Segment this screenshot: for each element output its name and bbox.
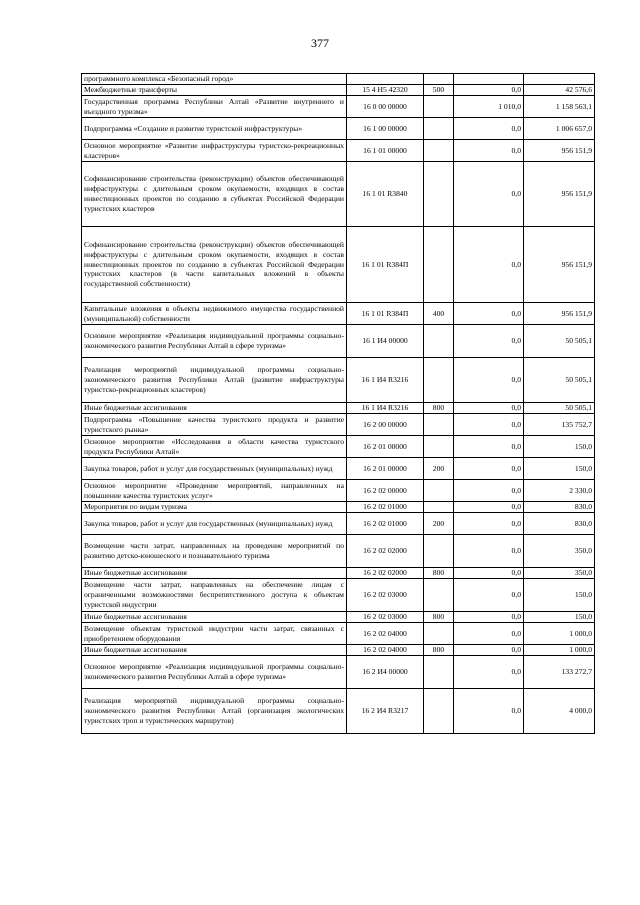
table-row bbox=[82, 140, 595, 162]
budget-table-body bbox=[82, 74, 595, 734]
table-row bbox=[82, 358, 595, 403]
row-name-cell: Софинансирование строительства (реконструкции) объектов обеспечивающей инфраструктуры с длительным сроком окупаемости, входящих в состав инвестиционных проектов по созданию в субъектах Российской Федерации туристских кластеров bbox=[82, 162, 347, 227]
row-name-cell: Закупка товаров, работ и услуг для государственных (муниципальных) нужд bbox=[82, 513, 347, 535]
row-code-cell bbox=[347, 74, 424, 85]
row-amount-1-cell: 0,0 bbox=[454, 656, 524, 689]
table-row bbox=[82, 436, 595, 458]
row-code-cell: 16 2 02 03000 bbox=[347, 612, 424, 623]
row-amount-1-cell: 0,0 bbox=[454, 689, 524, 734]
row-amount-1-cell: 0,0 bbox=[454, 458, 524, 480]
row-code-cell: 16 2 И4 00000 bbox=[347, 656, 424, 689]
row-amount-2-cell: 1 000,0 bbox=[524, 645, 595, 656]
row-expense-type-cell: 200 bbox=[424, 513, 454, 535]
row-expense-type-cell: 800 bbox=[424, 645, 454, 656]
table-row bbox=[82, 480, 595, 502]
row-expense-type-cell bbox=[424, 227, 454, 303]
row-code-cell: 16 2 01 00000 bbox=[347, 458, 424, 480]
row-expense-type-cell: 500 bbox=[424, 85, 454, 96]
row-amount-2-cell: 50 505,1 bbox=[524, 325, 595, 358]
row-expense-type-cell bbox=[424, 535, 454, 568]
table-row bbox=[82, 162, 595, 227]
row-name-cell: Подпрограмма «Создание и развитие туристской инфраструктуры» bbox=[82, 118, 347, 140]
row-code-cell: 16 2 02 04000 bbox=[347, 623, 424, 645]
row-code-cell: 16 2 И4 R3217 bbox=[347, 689, 424, 734]
table-row bbox=[82, 74, 595, 85]
row-name-cell: Государственная программа Республики Алтай «Развитие внутреннего и въездного туризма» bbox=[82, 96, 347, 118]
row-code-cell: 16 1 И4 00000 bbox=[347, 325, 424, 358]
row-code-cell: 16 1 01 R384П bbox=[347, 227, 424, 303]
row-code-cell: 15 4 Н5 42320 bbox=[347, 85, 424, 96]
row-amount-2-cell: 2 330,0 bbox=[524, 480, 595, 502]
row-name-cell: Реализация мероприятий индивидуальной программы социально-экономического развития Республики Алтай (организация экологических туристских троп и туристических маршрутов) bbox=[82, 689, 347, 734]
row-amount-1-cell: 0,0 bbox=[454, 436, 524, 458]
row-name-cell: Основное мероприятие «Реализация индивидуальной программы социально-экономического развития Республики Алтай в сфере туризма» bbox=[82, 656, 347, 689]
row-code-cell: 16 2 02 02000 bbox=[347, 535, 424, 568]
table-row bbox=[82, 403, 595, 414]
row-expense-type-cell bbox=[424, 118, 454, 140]
row-amount-1-cell: 0,0 bbox=[454, 118, 524, 140]
row-expense-type-cell: 400 bbox=[424, 303, 454, 325]
row-code-cell: 16 1 01 R384П bbox=[347, 303, 424, 325]
row-amount-2-cell: 1 000,0 bbox=[524, 623, 595, 645]
table-row bbox=[82, 612, 595, 623]
row-name-cell: Основное мероприятие «Развитие инфраструктуры туристско-рекреационных кластеров» bbox=[82, 140, 347, 162]
table-row bbox=[82, 645, 595, 656]
row-amount-1-cell: 0,0 bbox=[454, 325, 524, 358]
row-expense-type-cell: 800 bbox=[424, 403, 454, 414]
row-amount-2-cell: 350,0 bbox=[524, 535, 595, 568]
row-code-cell: 16 2 02 02000 bbox=[347, 568, 424, 579]
row-name-cell: Возмещение объектам туристской индустрии части затрат, связанных с приобретением оборудования bbox=[82, 623, 347, 645]
row-amount-1-cell: 1 010,0 bbox=[454, 96, 524, 118]
row-code-cell: 16 1 01 00000 bbox=[347, 140, 424, 162]
row-name-cell: Иные бюджетные ассигнования bbox=[82, 568, 347, 579]
table-row bbox=[82, 96, 595, 118]
row-amount-2-cell: 150,0 bbox=[524, 612, 595, 623]
row-amount-1-cell: 0,0 bbox=[454, 303, 524, 325]
row-expense-type-cell: 200 bbox=[424, 458, 454, 480]
row-amount-1-cell: 0,0 bbox=[454, 623, 524, 645]
row-name-cell: Иные бюджетные ассигнования bbox=[82, 645, 347, 656]
row-amount-2-cell: 42 576,6 bbox=[524, 85, 595, 96]
row-amount-2-cell: 150,0 bbox=[524, 579, 595, 612]
page-number: 377 bbox=[311, 36, 329, 50]
budget-table bbox=[81, 73, 595, 734]
row-code-cell: 16 1 И4 R3216 bbox=[347, 358, 424, 403]
row-expense-type-cell bbox=[424, 623, 454, 645]
table-row bbox=[82, 118, 595, 140]
row-expense-type-cell: 800 bbox=[424, 612, 454, 623]
row-amount-1-cell: 0,0 bbox=[454, 403, 524, 414]
row-code-cell: 16 2 02 01000 bbox=[347, 502, 424, 513]
row-name-cell: Подпрограмма «Повышение качества туристского продукта и развитие туристского рынка» bbox=[82, 414, 347, 436]
row-amount-1-cell: 0,0 bbox=[454, 513, 524, 535]
row-amount-2-cell: 1 006 657,0 bbox=[524, 118, 595, 140]
row-expense-type-cell bbox=[424, 74, 454, 85]
row-amount-2-cell: 150,0 bbox=[524, 458, 595, 480]
row-name-cell: Иные бюджетные ассигнования bbox=[82, 403, 347, 414]
row-expense-type-cell bbox=[424, 140, 454, 162]
row-name-cell: Возмещение части затрат, направленных на обеспечение лицам с ограниченными возможностями беспрепятственного доступа к объектам туристской индустрии bbox=[82, 579, 347, 612]
row-name-cell: Реализация мероприятий индивидуальной программы социально-экономического развития Республики Алтай (развитие инфраструктуры туристско-рекреационных кластеров) bbox=[82, 358, 347, 403]
table-row bbox=[82, 656, 595, 689]
table-row bbox=[82, 458, 595, 480]
table-row bbox=[82, 227, 595, 303]
table-row bbox=[82, 502, 595, 513]
row-amount-2-cell: 956 151,9 bbox=[524, 227, 595, 303]
row-expense-type-cell bbox=[424, 480, 454, 502]
row-amount-2-cell: 350,0 bbox=[524, 568, 595, 579]
row-amount-1-cell: 0,0 bbox=[454, 579, 524, 612]
row-amount-1-cell: 0,0 bbox=[454, 227, 524, 303]
row-expense-type-cell bbox=[424, 436, 454, 458]
row-name-cell: Закупка товаров, работ и услуг для государственных (муниципальных) нужд bbox=[82, 458, 347, 480]
row-name-cell: Капитальные вложения в объекты недвижимого имущества государственной (муниципальной) собственности bbox=[82, 303, 347, 325]
table-row bbox=[82, 414, 595, 436]
row-name-cell: Межбюджетные трансферты bbox=[82, 85, 347, 96]
table-row bbox=[82, 303, 595, 325]
row-expense-type-cell bbox=[424, 162, 454, 227]
row-name-cell: Основное мероприятие «Реализация индивидуальной программы социально-экономического развития Республики Алтай в сфере туризма» bbox=[82, 325, 347, 358]
row-expense-type-cell bbox=[424, 656, 454, 689]
table-row bbox=[82, 513, 595, 535]
row-amount-2-cell: 150,0 bbox=[524, 436, 595, 458]
row-amount-2-cell: 135 752,7 bbox=[524, 414, 595, 436]
row-amount-2-cell: 50 505,1 bbox=[524, 358, 595, 403]
row-amount-1-cell: 0,0 bbox=[454, 162, 524, 227]
row-expense-type-cell bbox=[424, 579, 454, 612]
row-code-cell: 16 2 02 03000 bbox=[347, 579, 424, 612]
row-name-cell: Основное мероприятие «Исследования в области качества туристского продукта Республики Алтай» bbox=[82, 436, 347, 458]
table-row bbox=[82, 623, 595, 645]
row-name-cell: Возмещение части затрат, направленных на проведение мероприятий по развитию детско-юношеского и познавательного туризма bbox=[82, 535, 347, 568]
row-amount-2-cell: 4 000,0 bbox=[524, 689, 595, 734]
row-amount-2-cell: 830,0 bbox=[524, 502, 595, 513]
table-row bbox=[82, 325, 595, 358]
row-code-cell: 16 2 02 00000 bbox=[347, 480, 424, 502]
row-code-cell: 16 1 01 R3840 bbox=[347, 162, 424, 227]
row-amount-2-cell: 1 158 563,1 bbox=[524, 96, 595, 118]
row-expense-type-cell bbox=[424, 358, 454, 403]
row-name-cell: Основное мероприятие «Проведение мероприятий, направленных на повышение качества туристских услуг» bbox=[82, 480, 347, 502]
row-amount-1-cell: 0,0 bbox=[454, 502, 524, 513]
row-code-cell: 16 0 00 00000 bbox=[347, 96, 424, 118]
row-amount-1-cell: 0,0 bbox=[454, 85, 524, 96]
row-amount-1-cell: 0,0 bbox=[454, 645, 524, 656]
table-row bbox=[82, 579, 595, 612]
row-amount-2-cell: 956 151,9 bbox=[524, 303, 595, 325]
row-code-cell: 16 2 01 00000 bbox=[347, 436, 424, 458]
row-expense-type-cell bbox=[424, 414, 454, 436]
row-amount-2-cell: 830,0 bbox=[524, 513, 595, 535]
row-code-cell: 16 1 И4 R3216 bbox=[347, 403, 424, 414]
row-amount-1-cell: 0,0 bbox=[454, 414, 524, 436]
row-code-cell: 16 1 00 00000 bbox=[347, 118, 424, 140]
row-expense-type-cell bbox=[424, 502, 454, 513]
row-code-cell: 16 2 02 01000 bbox=[347, 513, 424, 535]
row-name-cell: Софинансирование строительства (реконструкции) объектов обеспечивающей инфраструктуры с длительным сроком окупаемости, входящих в состав инвестиционных проектов по созданию в субъектах Российской Федерации туристских кластеров (в части капитальных вложений в объекты государственной собственности) bbox=[82, 227, 347, 303]
row-amount-1-cell bbox=[454, 74, 524, 85]
row-amount-2-cell: 956 151,9 bbox=[524, 162, 595, 227]
row-expense-type-cell bbox=[424, 96, 454, 118]
row-amount-1-cell: 0,0 bbox=[454, 480, 524, 502]
row-amount-2-cell: 50 505,1 bbox=[524, 403, 595, 414]
row-code-cell: 16 2 02 04000 bbox=[347, 645, 424, 656]
row-amount-2-cell: 133 272,7 bbox=[524, 656, 595, 689]
row-expense-type-cell bbox=[424, 689, 454, 734]
row-name-cell: Иные бюджетные ассигнования bbox=[82, 612, 347, 623]
row-name-cell: Мероприятия по видам туризма bbox=[82, 502, 347, 513]
row-expense-type-cell: 800 bbox=[424, 568, 454, 579]
row-amount-1-cell: 0,0 bbox=[454, 568, 524, 579]
table-row bbox=[82, 535, 595, 568]
row-amount-1-cell: 0,0 bbox=[454, 535, 524, 568]
row-amount-1-cell: 0,0 bbox=[454, 612, 524, 623]
table-row bbox=[82, 689, 595, 734]
table-row bbox=[82, 568, 595, 579]
row-amount-1-cell: 0,0 bbox=[454, 358, 524, 403]
row-amount-2-cell bbox=[524, 74, 595, 85]
row-amount-1-cell: 0,0 bbox=[454, 140, 524, 162]
row-amount-2-cell: 956 151,9 bbox=[524, 140, 595, 162]
row-expense-type-cell bbox=[424, 325, 454, 358]
row-code-cell: 16 2 00 00000 bbox=[347, 414, 424, 436]
row-name-cell: программного комплекса «Безопасный город» bbox=[82, 74, 347, 85]
table-row bbox=[82, 85, 595, 96]
